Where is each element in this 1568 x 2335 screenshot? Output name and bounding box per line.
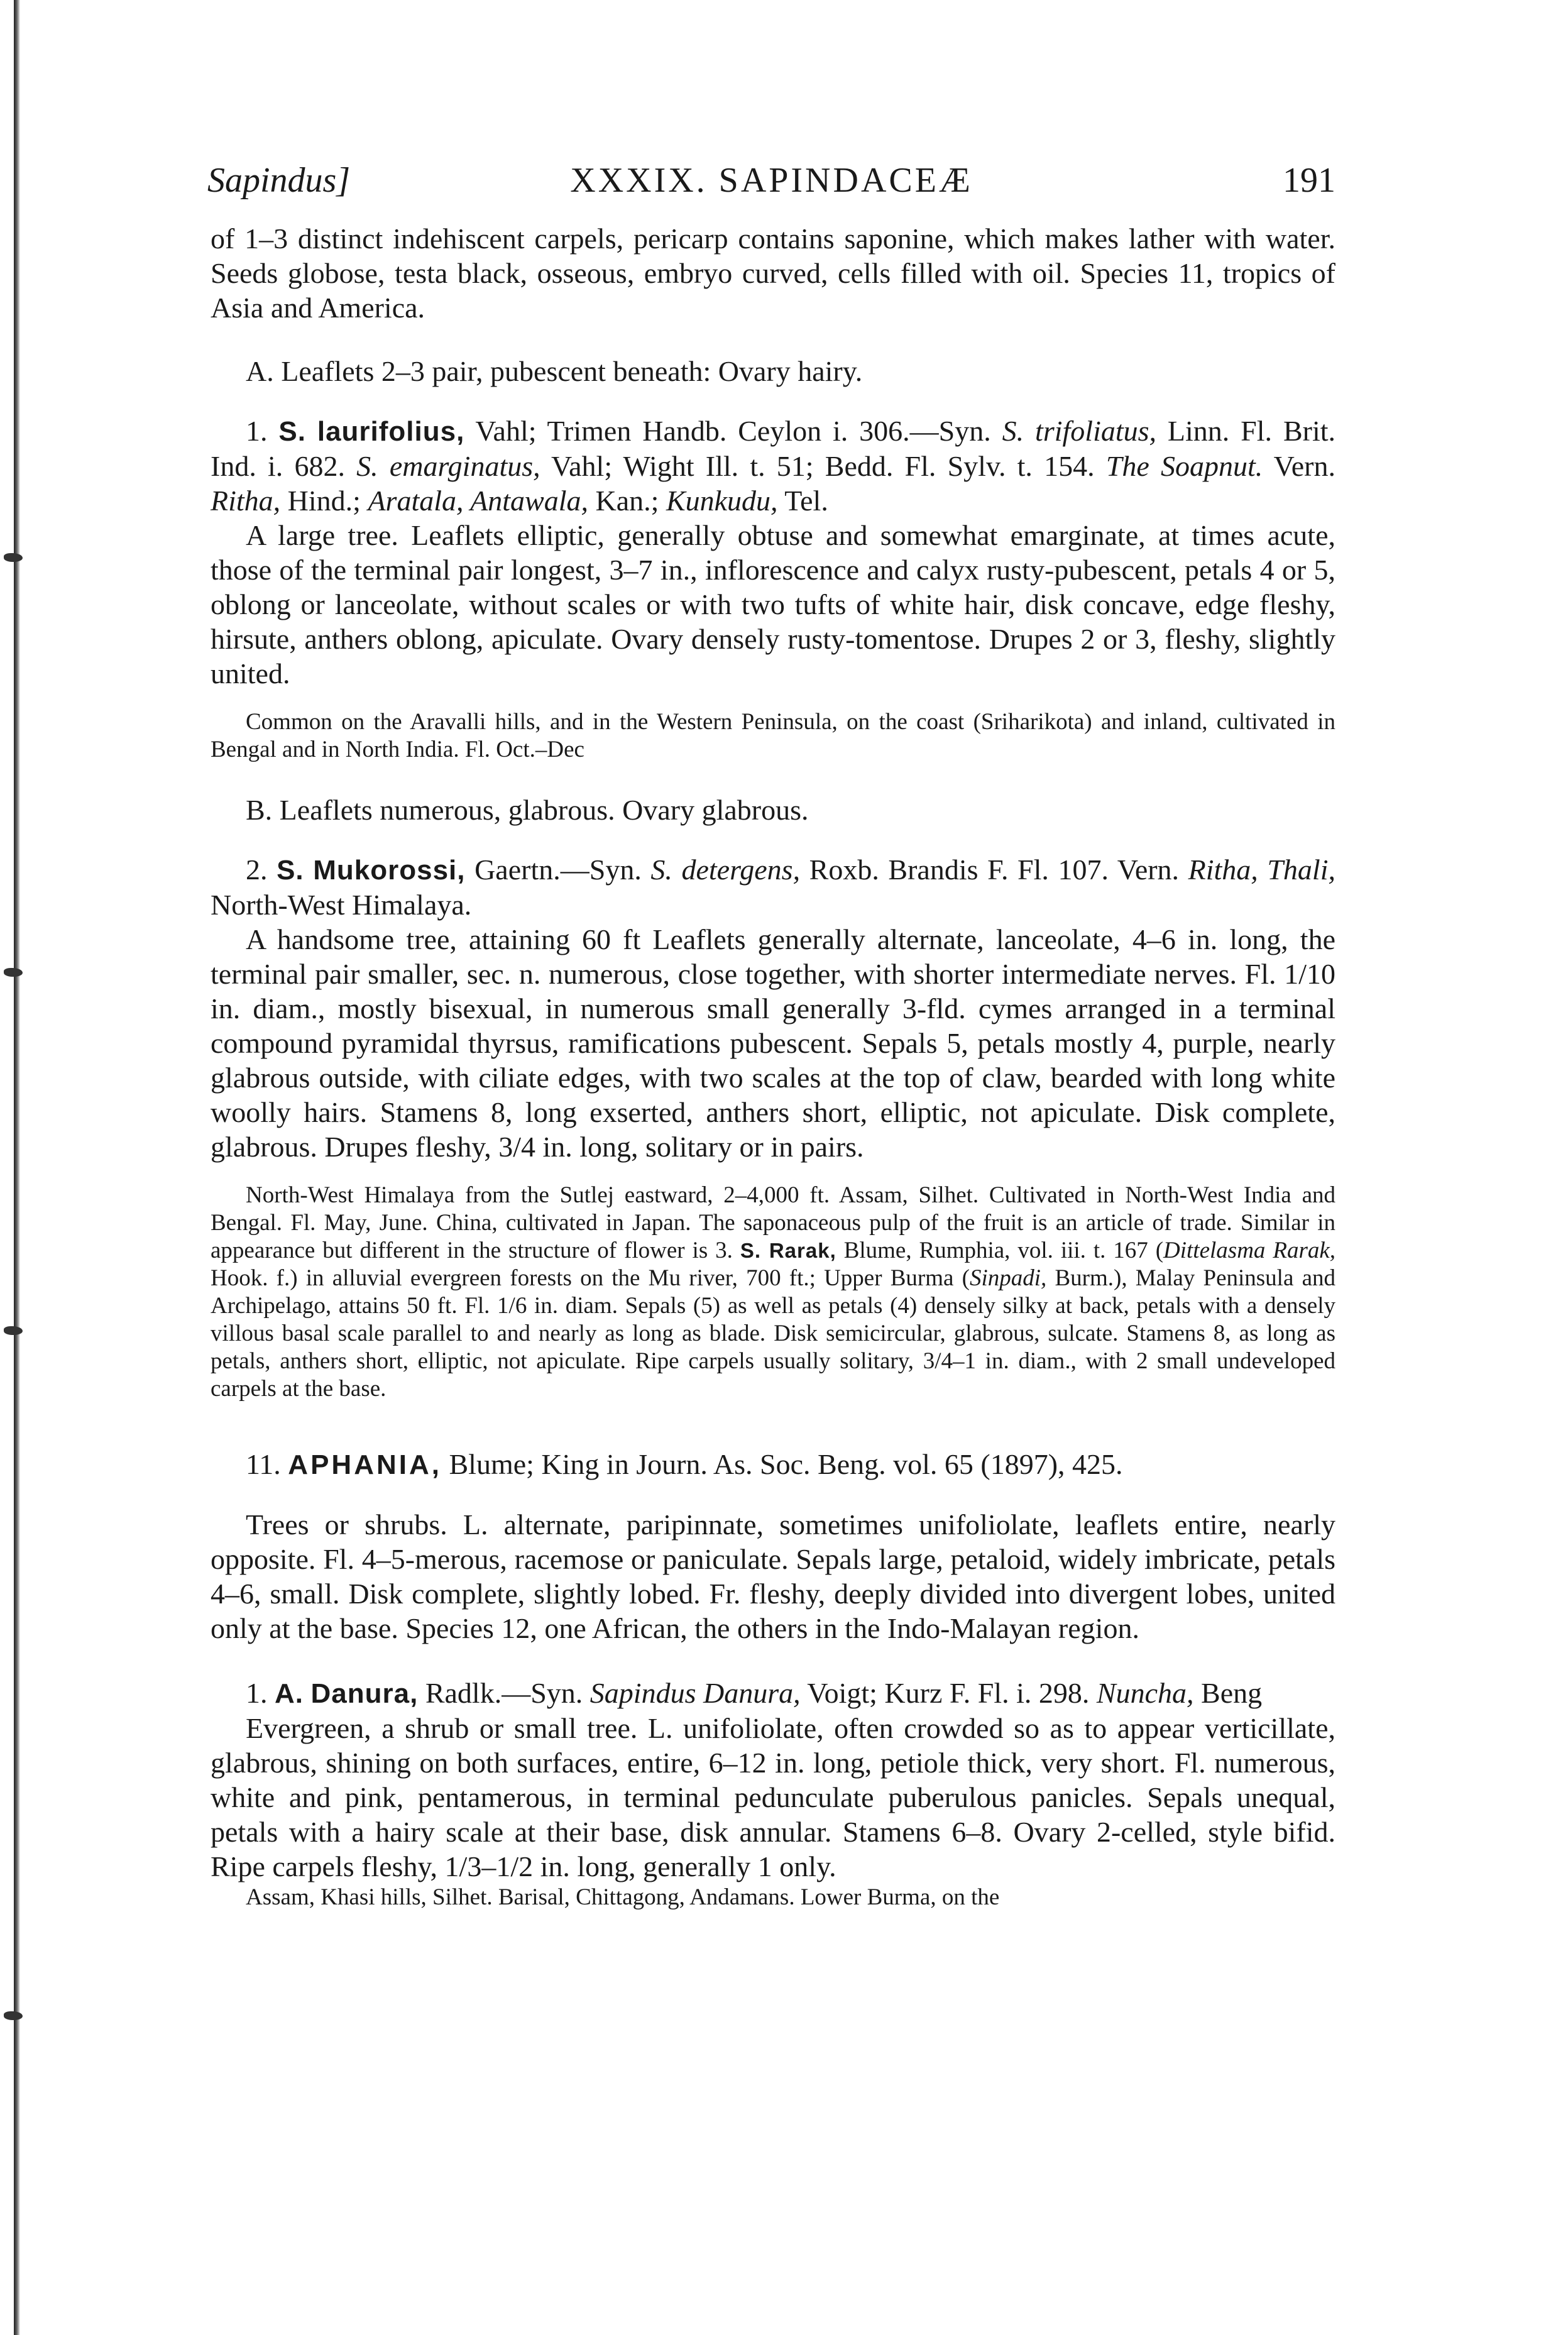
genus-number: 11.: [246, 1448, 281, 1480]
synonym: S. detergens,: [650, 854, 801, 886]
page-body: [211, 221, 1335, 1911]
header-genus: Sapindus]: [207, 161, 351, 200]
note-text: Hook. f.) in alluvial evergreen forests on the Mu river, 700 ft.; Upper Burma (: [211, 1265, 970, 1291]
genus-description: Trees or shrubs. L. alternate, paripinnate, sometimes unifoliolate, leaflets entire, nearly opposite. Fl. 4–5-merous, racemose or paniculate. Sepals large, petaloid, widely imbricate, petals 4–6, small. Disk complete, slightly lobed. Fr. fleshy, deeply divided into divergent lobes, united only at the base. Species 12, one African, the others in the Indo-Malayan region.: [211, 1508, 1335, 1644]
key-b: B. Leaflets numerous, glabrous. Ovary glabrous.: [246, 794, 809, 826]
species-number: 2.: [246, 854, 268, 886]
species-number: 1.: [246, 415, 268, 447]
citation-text: Hind.;: [280, 485, 368, 517]
species-description: A large tree. Leaflets elliptic, generally obtuse and somewhat emarginate, at times acute, those of the terminal pair longest, 3–7 in., inflorescence and calyx rusty-pubescent, petals 4 or 5, oblong or lanceolate, without scales or with two tufts of white hair, disk concave, edge fleshy, hirsute, anthers oblong, apiculate. Ovary densely rusty-tomentose. Drupes 2 or 3, fleshy, slightly united.: [211, 519, 1335, 690]
binding-speck: [4, 553, 23, 562]
species-genus-abbr: A.: [275, 1678, 304, 1709]
distribution-note: Assam, Khasi hills, Silhet. Barisal, Chittagong, Andamans. Lower Burma, on the: [246, 1884, 1000, 1910]
genus-heading: [211, 1447, 1335, 1482]
species-description: Evergreen, a shrub or small tree. L. unifoliolate, often crowded so as to appear verticillate, glabrous, shining on both surfaces, entire, 6–12 in. long, petiole thick, very short. Fl. numerous, white and pink, pentamerous, in terminal pedunculate puberulous panicles. Sepals unequal, petals with a hairy scale at their base, disk annular. Stamens 6–8. Ovary 2-celled, style bifid. Ripe carpels fleshy, 1/3–1/2 in. long, generally 1 only.: [211, 1712, 1335, 1882]
binding-speck: [4, 1326, 23, 1335]
genus-description-continued: of 1–3 distinct indehiscent carpels, pericarp contains saponine, which makes lather with water. Seeds globose, testa black, osseous, embryo curved, cells filled with oil. Species 11, tropics of Asia and America.: [211, 223, 1335, 324]
species-genus-abbr: S.: [277, 855, 304, 886]
vernacular-name: Aratala, Antawala,: [368, 485, 589, 517]
species-number: 1.: [246, 1677, 268, 1709]
citation-text: Roxb. Brandis F. Fl. 107. Vern.: [800, 854, 1188, 886]
species-epithet: laurifolius,: [317, 416, 465, 447]
vernacular-name: Ritha,: [211, 485, 281, 517]
vernacular-name: Sinpadi,: [969, 1265, 1047, 1291]
running-header: [207, 158, 1335, 202]
species-heading: [211, 414, 1335, 518]
common-name: The Soapnut.: [1105, 450, 1263, 482]
synonym: S. emarginatus,: [356, 450, 540, 482]
species-epithet: Danura,: [310, 1678, 419, 1709]
distribution-note: Common on the Aravalli hills, and in the Western Peninsula, on the coast (Sriharikota) and inland, cultivated in Bengal and in North India. Fl. Oct.–Dec: [211, 709, 1335, 762]
header-family: XXXIX. SAPINDACEÆ: [570, 161, 973, 200]
genus-reference: Blume; King in Journ. As. Soc. Beng. vol. 65 (1897), 425.: [441, 1448, 1123, 1480]
note-text: Blume, Rumphia, vol. iii. t. 167 (: [836, 1238, 1164, 1263]
species-genus-abbr: S.: [278, 416, 306, 447]
citation-text: Kan.;: [588, 485, 666, 517]
note-text: Burm.), Malay Peninsula and Archipelago, attains 50 ft. Fl. 1/6 in. diam. Sepals (5) as well as petals (4) densely silky at back, petals with a densely villous basal scale parallel to and nearly as long as blade. Disk semicircular, glabrous, sulcate. Stamens 8, as long as petals, anthers short, elliptic, not apiculate. Ripe carpels usually solitary, 3/4–1 in. diam., with 2 small undeveloped carpels at the base.: [211, 1265, 1335, 1402]
citation-text: Vahl; Trimen Handb. Ceylon i. 306.—Syn.: [464, 415, 1002, 447]
related-species: S. Rarak,: [740, 1239, 836, 1262]
species-heading: [211, 1676, 1335, 1711]
species-epithet: Mukorossi,: [313, 855, 466, 886]
vernacular-name: Nuncha,: [1096, 1677, 1194, 1709]
citation-text: Linn. Fl. Brit. Ind. i. 682.: [211, 415, 1335, 482]
synonym: S. trifoliatus,: [1002, 415, 1157, 447]
species-heading: [211, 852, 1335, 922]
synonym: Sapindus Danura,: [589, 1677, 801, 1709]
citation-text: Radlk.—Syn.: [418, 1677, 590, 1709]
key-a: A. Leaflets 2–3 pair, pubescent beneath: Ovary hairy.: [246, 355, 863, 387]
note-text: North-West Himalaya from the Sutlej eastward, 2–4,000 ft. Assam, Silhet. Cultivated in North-West India and Bengal. Fl. May, June. China, cultivated in Japan. The saponaceous pulp of the fruit is an article of trade. Similar in appearance but different in the structure of flower is 3.: [211, 1182, 1335, 1263]
citation-text: North-West Himalaya.: [211, 889, 472, 921]
binding-speck: [4, 968, 23, 977]
citation-text: Gaertn.—Syn.: [465, 854, 651, 886]
vernacular-name: Kunkudu,: [666, 485, 778, 517]
citation-text: Vern.: [1263, 450, 1335, 482]
distribution-note: [211, 1182, 1335, 1403]
genus-name: APHANIA,: [288, 1449, 442, 1480]
synonym: Dittelasma Rarak,: [1163, 1238, 1336, 1263]
page-number: 191: [1283, 161, 1335, 200]
vernacular-name: Ritha, Thali,: [1188, 854, 1335, 886]
species-description: A handsome tree, attaining 60 ft Leaflets generally alternate, lanceolate, 4–6 in. long, the terminal pair smaller, sec. n. numerous, close together, with shorter intermediate nerves. Fl. 1/10 in. diam., mostly bisexual, in numerous small generally 3-fld. cymes arranged in a terminal compound pyramidal thyrsus, ramifications pubescent. Sepals 5, petals mostly 4, purple, nearly glabrous outside, with ciliate edges, with two scales at the top of claw, bearded with long white woolly hairs. Stamens 8, long exserted, anthers short, elliptic, not apiculate. Disk complete, glabrous. Drupes fleshy, 3/4 in. long, solitary or in pairs.: [211, 923, 1335, 1163]
citation-text: Tel.: [777, 485, 828, 517]
citation-text: Vahl; Wight Ill. t. 51; Bedd. Fl. Sylv. t. 154.: [540, 450, 1106, 482]
page-binding-edge: [14, 0, 20, 2335]
binding-speck: [4, 2011, 23, 2020]
citation-text: Beng: [1193, 1677, 1263, 1709]
citation-text: Voigt; Kurz F. Fl. i. 298.: [800, 1677, 1097, 1709]
